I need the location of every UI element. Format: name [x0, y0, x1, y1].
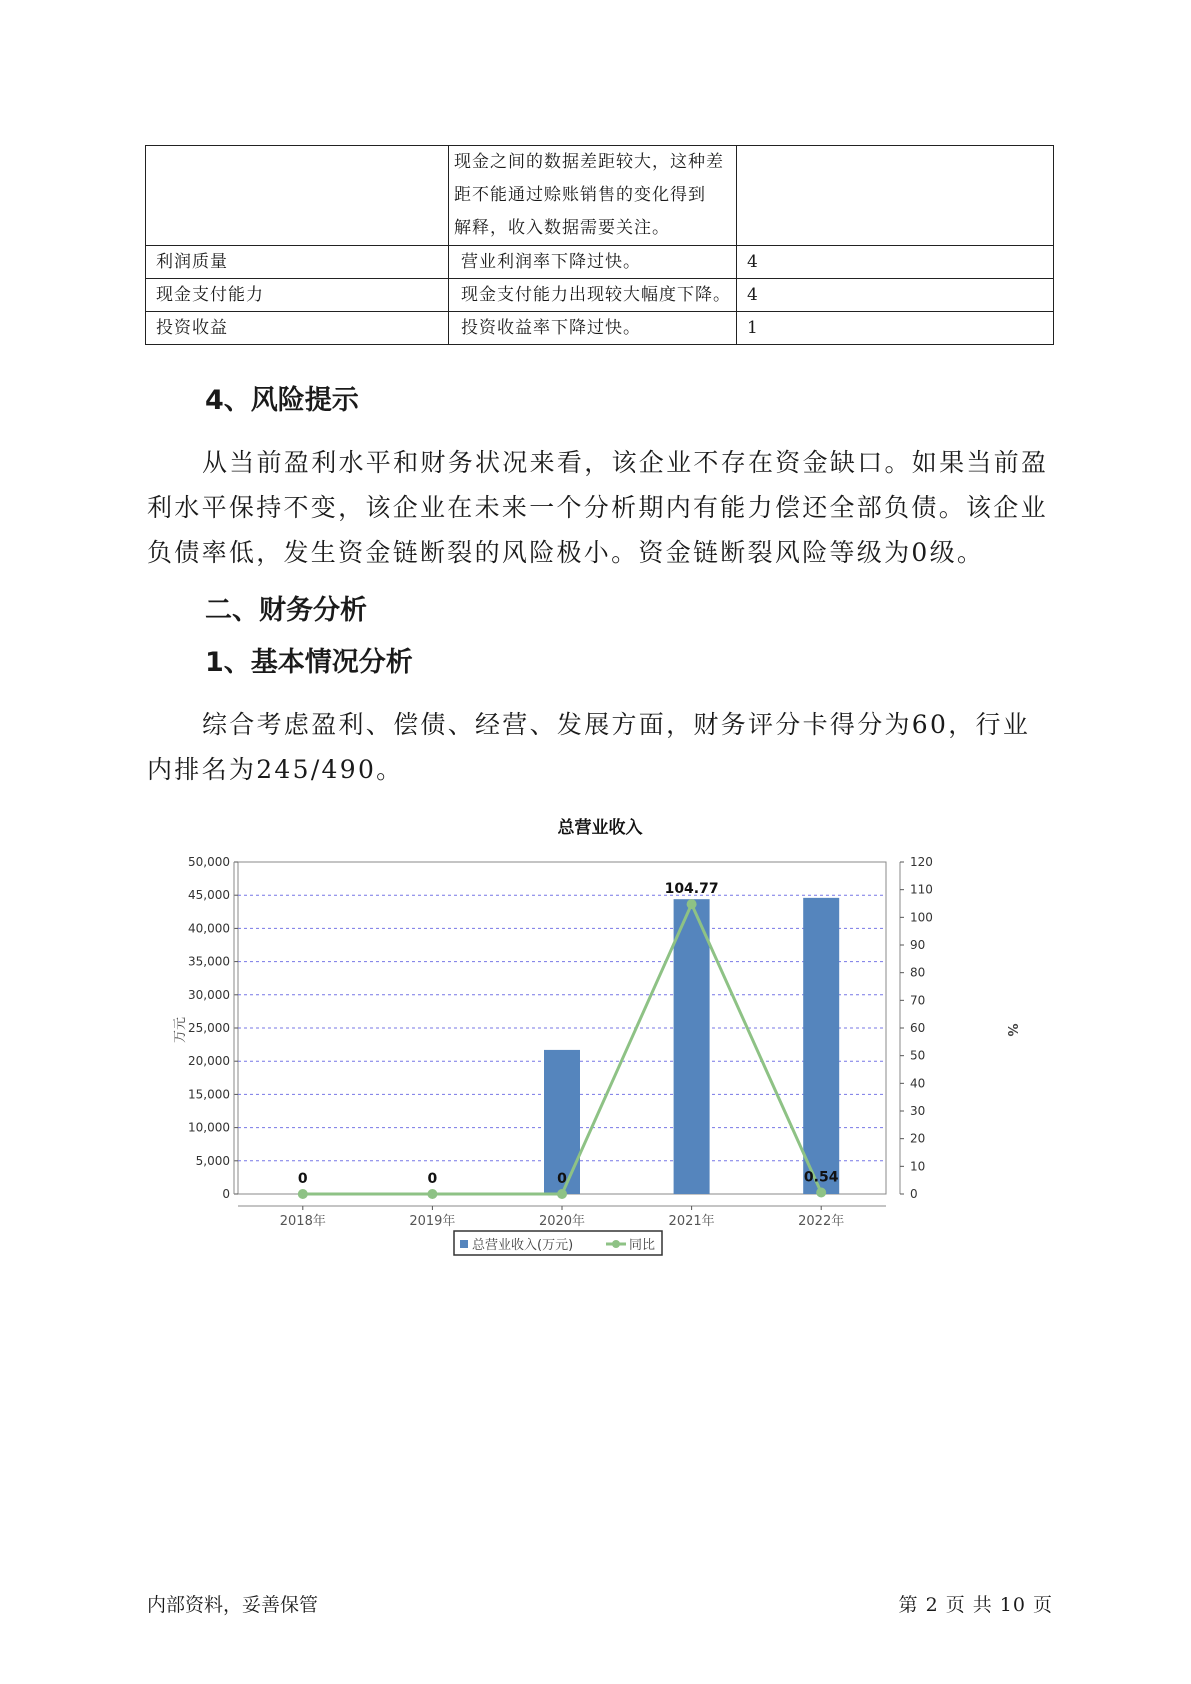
risk-heading: 4、风险提示 [205, 385, 359, 416]
y2-tick-label: 70 [910, 993, 926, 1008]
table-cell-desc-line: 距不能通过赊账销售的变化得到 [454, 185, 706, 205]
line-point [427, 1189, 437, 1199]
line-point [557, 1189, 567, 1199]
x-tick-label: 2020年 [538, 1214, 586, 1229]
table-cell-item: 投资收益 [146, 312, 449, 345]
chart-legend [454, 1231, 662, 1255]
x-tick-label: 2018年 [279, 1214, 326, 1229]
line-point [687, 899, 697, 909]
risk-paragraph [147, 440, 1052, 575]
table-cell-item: 利润质量 [146, 246, 449, 279]
risk-paragraph-text: 从当前盈利水平和财务状况来看，该企业不存在资金缺口。如果当前盈利水平保持不变，该企业在未来一个分析期内有能力偿还全部负债。该企业负债率低，发生资金链断裂的风险极小。资金链断裂风险等级为0级。 [147, 448, 1049, 567]
bar [674, 899, 710, 1194]
table-cell-desc-line: 现金之间的数据差距较大，这种差 [454, 152, 724, 172]
legend-bar-label: 总营业收入(万元) [472, 1238, 574, 1253]
chart-ylabel: 万元 [173, 1016, 188, 1044]
y2-tick-label: 0 [910, 1187, 918, 1201]
table-row [146, 246, 1054, 279]
chart-title: 总营业收入 [557, 818, 643, 838]
legend-line-label: 同比 [629, 1238, 656, 1253]
basic-paragraph [147, 702, 1052, 792]
table-cell-score [737, 146, 1054, 246]
y-tick-label: 10,000 [188, 1120, 230, 1135]
y-tick-label: 40,000 [188, 921, 230, 936]
y-tick-label: 15,000 [188, 1087, 230, 1102]
table-cell-score: 1 [737, 312, 1054, 345]
y2-tick-label: 100 [910, 910, 933, 925]
data-label: 104.77 [664, 881, 719, 898]
footer-note: 内部资料，妥善保管 [147, 1594, 319, 1616]
y-tick-label: 30,000 [188, 987, 230, 1002]
page-number: 第 2 页 共 10 页 [898, 1594, 1053, 1616]
y-tick-label: 45,000 [188, 888, 230, 903]
y-tick-label: 25,000 [188, 1021, 230, 1035]
table-cell-desc: 现金支付能力出现较大幅度下降。 [449, 279, 737, 312]
table-cell-desc [449, 146, 737, 246]
data-label: 0 [427, 1171, 438, 1187]
x-tick-label: 2022年 [798, 1214, 845, 1229]
y2-tick-label: 110 [910, 882, 933, 897]
table-cell-desc: 营业利润率下降过快。 [449, 246, 737, 279]
bar [803, 898, 839, 1194]
table-row [146, 146, 1054, 246]
finance-heading: 二、财务分析 [205, 595, 367, 626]
chart-y2label: % [1004, 1023, 1019, 1037]
data-label: 0 [557, 1171, 567, 1187]
y2-tick-label: 90 [910, 938, 926, 952]
legend-line-marker [612, 1240, 620, 1248]
basic-paragraph-text: 综合考虑盈利、偿债、经营、发展方面，财务评分卡得分为60，行业内排名为245/490。 [147, 710, 1031, 784]
basic-heading: 1、基本情况分析 [205, 647, 413, 678]
table-cell-desc-line: 解释，收入数据需要关注。 [454, 218, 670, 238]
data-label: 0 [297, 1171, 308, 1187]
line-point [298, 1189, 308, 1199]
line-point [816, 1188, 826, 1198]
table-cell-score: 4 [737, 279, 1054, 312]
table-cell-score: 4 [737, 246, 1054, 279]
y2-tick-label: 120 [910, 855, 933, 869]
table-cell-item: 现金支付能力 [146, 279, 449, 312]
y2-tick-label: 40 [910, 1076, 926, 1091]
x-tick-label: 2019年 [409, 1214, 456, 1229]
y2-tick-label: 10 [910, 1159, 926, 1174]
chart-bars [544, 898, 839, 1194]
y-tick-label: 20,000 [188, 1054, 230, 1069]
x-tick-label: 2021年 [668, 1214, 715, 1229]
y-tick-label: 50,000 [188, 855, 230, 869]
legend-bar-swatch [460, 1240, 468, 1248]
table-cell-desc: 投资收益率下降过快。 [449, 312, 737, 345]
data-label: 0.54 [803, 1169, 839, 1186]
y-tick-label: 0 [222, 1187, 230, 1201]
table-cell-item [146, 146, 449, 246]
y-tick-label: 35,000 [188, 954, 230, 969]
risk-table [145, 145, 1054, 345]
y2-tick-label: 30 [910, 1104, 926, 1118]
y2-tick-label: 20 [910, 1131, 926, 1146]
y2-tick-label: 50 [910, 1048, 926, 1063]
revenue-chart [170, 812, 1030, 1272]
table-row [146, 279, 1054, 312]
y2-tick-label: 60 [910, 1021, 926, 1035]
y-tick-label: 5,000 [195, 1153, 230, 1168]
table-row [146, 312, 1054, 345]
y2-tick-label: 80 [910, 965, 926, 980]
